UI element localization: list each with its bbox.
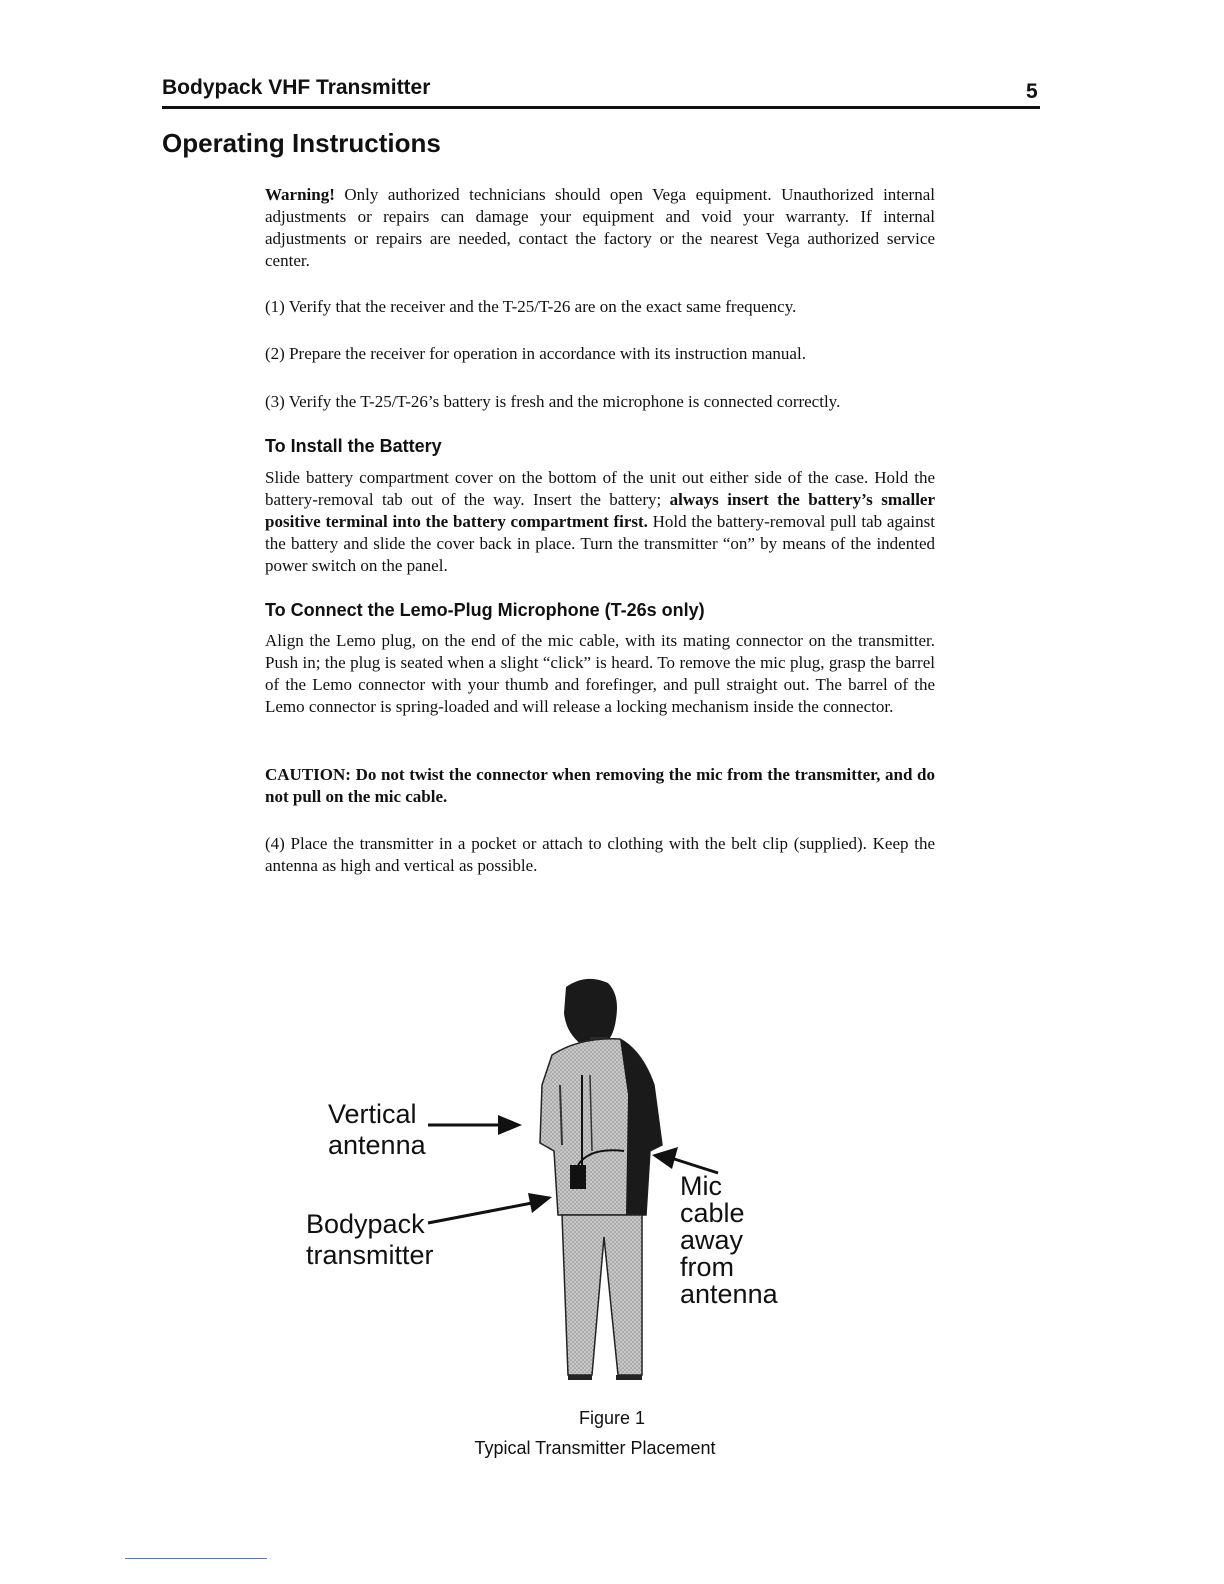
label-bodypack-line-1: Bodypack	[306, 1209, 425, 1239]
warning-label: Warning!	[265, 185, 335, 204]
figure-caption-number: Figure 1	[578, 1408, 646, 1428]
step-4: (4) Place the transmitter in a pocket or attach to clothing with the belt clip (supplied). Keep the antenna as high and vertical as possible.	[265, 834, 935, 875]
label-mic-line-2: from antenna	[680, 1252, 778, 1309]
step-3: (3) Verify the T-25/T-26’s battery is fresh and the microphone is connected correctly.	[265, 392, 841, 411]
bodypack-arrow	[428, 1203, 532, 1223]
step-2: (2) Prepare the receiver for operation in accordance with its instruction manual.	[265, 344, 806, 363]
warning-paragraph	[265, 184, 935, 272]
label-vertical-antenna	[328, 1099, 426, 1161]
label-mic-line-1: Mic cable away	[680, 1171, 745, 1255]
battery-heading: To Install the Battery	[265, 436, 442, 456]
battery-bold-text: always insert the battery’s smaller positive terminal into the battery compartment first.	[265, 490, 936, 531]
label-antenna-line-2: antenna	[328, 1130, 426, 1160]
section-title: Operating Instructions	[162, 128, 441, 158]
bodypack-shape	[570, 1165, 586, 1189]
step-1: (1) Verify that the receiver and the T-25/T-26 are on the exact same frequency.	[265, 297, 797, 316]
person-illustration	[290, 975, 910, 1395]
page-number: 5	[1026, 80, 1038, 103]
battery-paragraph	[265, 467, 935, 577]
header-title: Bodypack VHF Transmitter	[162, 76, 431, 99]
lemo-heading: To Connect the Lemo-Plug Microphone (T-26s only)	[265, 600, 705, 620]
lemo-paragraph: Align the Lemo plug, on the end of the mic cable, with its mating connector on the transmitter. Push in; the plug is seated when a slight “click” is heard. To remove the mic plug, grasp the barrel of the Lemo connector with your thumb and forefinger, and pull straight out. The barrel of the Lemo connector is spring-loaded and will release a locking mechanism inside the connector.	[265, 631, 935, 716]
label-bodypack-transmitter	[306, 1209, 434, 1271]
bottom-decorative-line	[125, 1558, 267, 1559]
label-bodypack-line-2: transmitter	[306, 1240, 434, 1270]
label-antenna-line-1: Vertical	[328, 1099, 417, 1129]
warning-text: Only authorized technicians should open Vega equipment. Unauthorized internal adjustments or repairs can damage your equipment and void your warranty. If internal adjustments or repairs are needed, contact the factory or the nearest Vega authorized service center.	[265, 185, 935, 270]
caution-paragraph: CAUTION: Do not twist the connector when removing the mic from the transmitter, and do not pull on the mic cable.	[265, 765, 935, 806]
trousers-shape	[562, 1215, 642, 1375]
battery-text-1: Slide battery compartment cover on the bottom of the unit out either side of the case. Hold the battery-removal tab out of the way. Insert the battery;	[265, 468, 935, 509]
figure-caption-text: Typical Transmitter Placement	[474, 1438, 716, 1458]
label-mic-cable	[680, 1173, 778, 1308]
header-rule	[162, 106, 1040, 109]
hair-shape	[564, 979, 617, 1045]
battery-text-2: Hold the battery-removal pull tab against the battery and slide the cover back in place. Turn the transmitter “on” by means of the indented power switch on the panel.	[265, 512, 935, 575]
